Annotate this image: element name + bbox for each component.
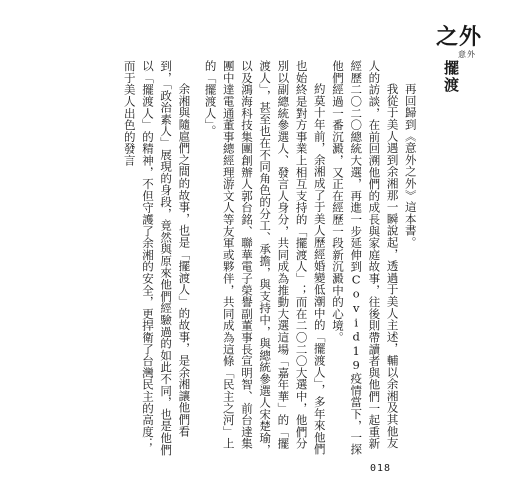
page-number: 018 (370, 463, 392, 474)
running-header-subtitle: 意外 (458, 50, 476, 59)
vertical-text-block (121, 60, 460, 460)
section-title: 擺渡 (442, 60, 460, 94)
paragraph-4: 余湘與隨扈們之間的故事，也是「擺渡人」的故事，是余湘讓他們看到，「政治素人」展現的身段，竟然與原來他們經驗過的如此不同，也是他們以「擺渡人」的精神，不但守護了余湘的安全，更捍衛了台灣民主的高度；而于美人出色的發言 (122, 60, 192, 456)
paragraph-2: 我從于美人遇到余湘那一瞬說起，透過于美人主述，輔以余湘及其他友人的訪談，在前回溯他們的成長與家庭故事，往後則帶讀者與他們一起重新經歷二〇二〇總統大選，再進一步延伸到Covid19疫情當下，一探他們經過一番沉澱，又正在經歷一段新沉澱中的心境。 (330, 60, 400, 456)
running-header-title: 之外 (435, 24, 482, 50)
paragraph-3: 約莫十年前，余湘成了于美人歷經婚變低潮中的「擺渡人」，多年來他們也始終是對方事業上相互支持的「擺渡人」；而在二〇二〇大選中，他們分別以副總統參選人、發言人身分，共同成為推動大選這場「嘉年華」的「擺渡人」，甚至也在不同角色的分工、承擔，與支持中，與總統參選人宋楚瑜，以及鴻海科技集團創辦人郭台銘、聯華電子榮譽副董事長宣明智、前台達集團中達電通董事總經理游文人等友軍或夥伴，共同成為這條「民主之河」上的「擺渡人」。 (203, 60, 327, 456)
paragraph-1: 再回歸到《意外之外》這本書。 (403, 83, 418, 249)
